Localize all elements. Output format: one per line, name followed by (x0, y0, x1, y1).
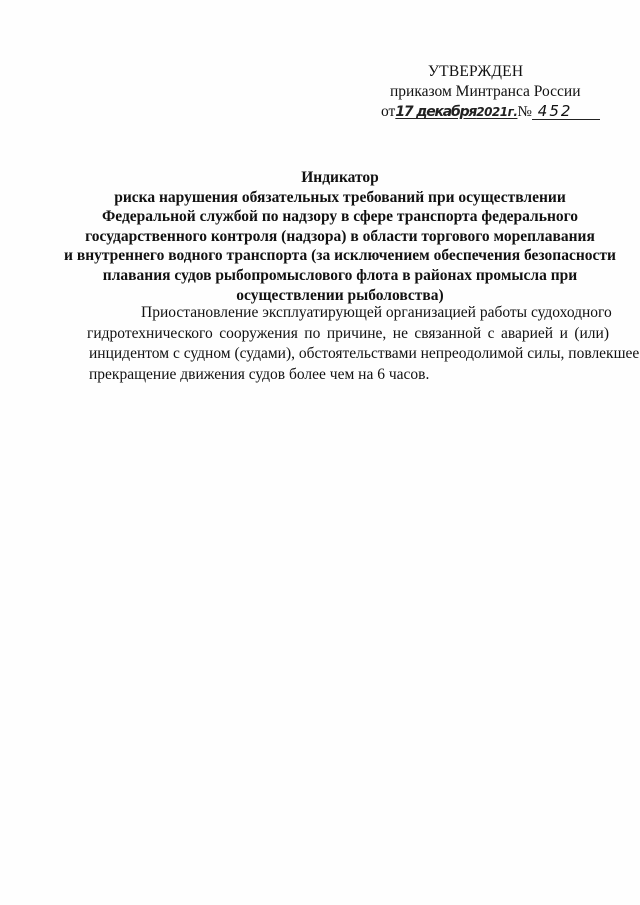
approval-stamp-block (381, 62, 581, 122)
handwritten-year: 2021г. (476, 105, 518, 119)
title-line: Федеральной службой по надзору в сфере транспорта федерального (101, 208, 579, 226)
title-line: плавания судов рыбопромыслового флота в районах промысла при (102, 266, 578, 284)
indicator-description (87, 303, 640, 385)
document-title (40, 168, 640, 305)
title-line: государственного контроля (надзора) в области торгового мореплавания (85, 227, 595, 245)
order-date-line (381, 102, 581, 122)
title-heading: Индикатор (301, 169, 379, 186)
handwritten-order-number: 452 (532, 103, 600, 120)
title-line: риска нарушения обязательных требований при осуществлении (114, 188, 566, 206)
number-label: № (517, 104, 532, 120)
paragraph-line: гидротехнического сооружения по причине, не связанной с аварией и (или) (87, 324, 609, 342)
paragraph-line: Приостановление эксплуатирующей организацией работы судоходного (141, 304, 612, 321)
paragraph-line: инцидентом с судном (судами), обстоятельствами непреодолимой силы, повлекшее (89, 345, 640, 362)
approved-label: УТВЕРЖДЕН (428, 63, 524, 80)
paragraph-line: прекращение движения судов более чем на 6 часов. (89, 365, 430, 383)
handwritten-date: 17 декабря (395, 104, 477, 120)
from-label: от (381, 103, 396, 120)
title-line: осуществлении рыболовства) (236, 286, 444, 304)
order-reference: приказом Минтранса России (390, 83, 581, 100)
title-line: и внутреннего водного транспорта (за исключением обеспечения безопасности (64, 247, 616, 265)
